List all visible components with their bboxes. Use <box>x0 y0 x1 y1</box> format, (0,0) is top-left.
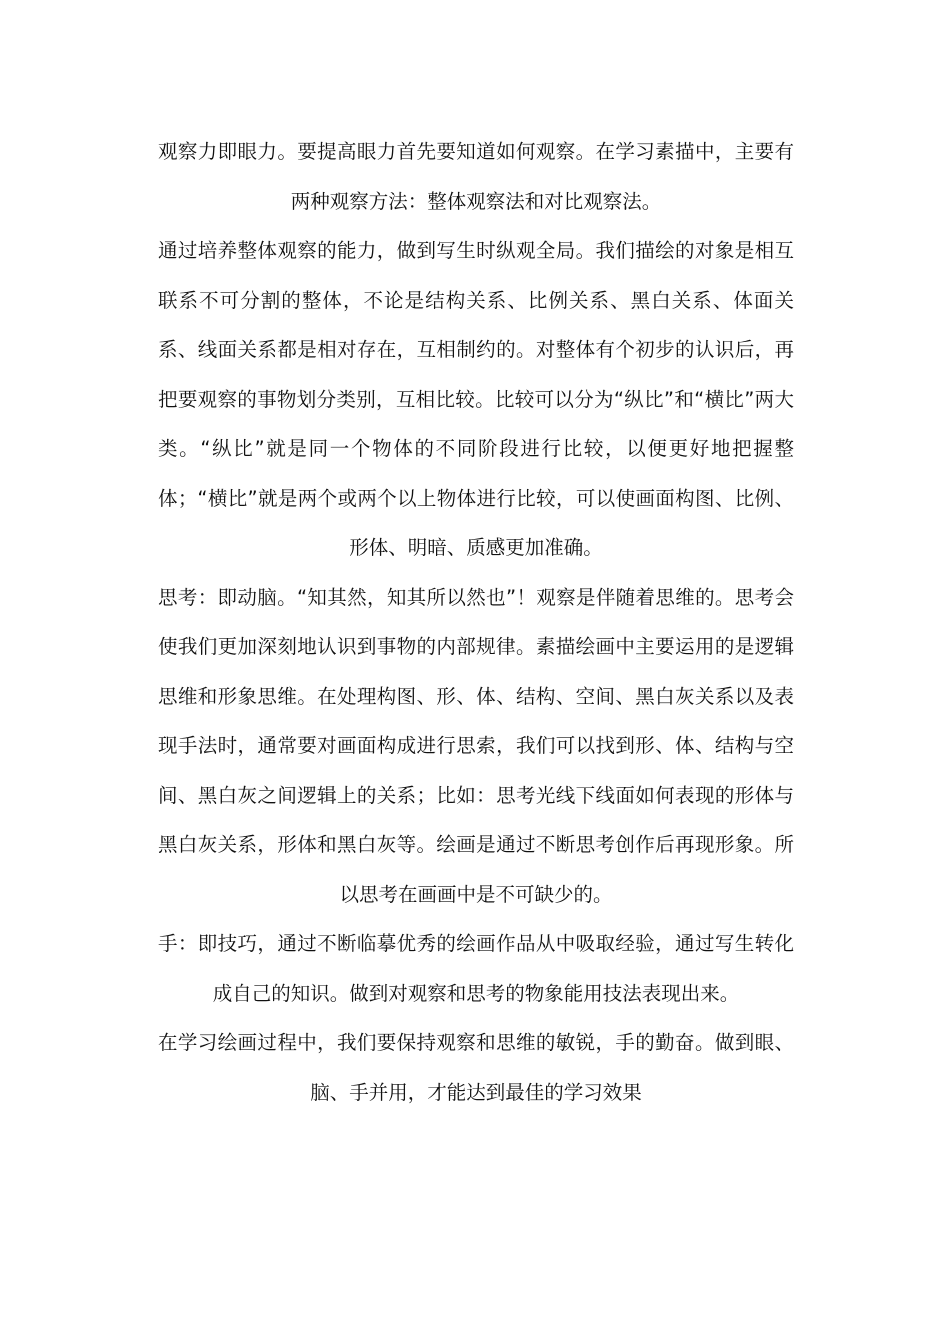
paragraph-observation: 观察力即眼力。要提高眼力首先要知道如何观察。在学习素描中，主要有两种观察方法：整体观察法和对比观察法。 <box>158 140 794 213</box>
paragraph-whole-observation: 通过培养整体观察的能力，做到写生时纵观全局。我们描绘的对象是相互联系不可分割的整体，不论是结构关系、比例关系、黑白关系、体面关系、线面关系都是相对存在，互相制约的。对整体有个初步的认识后，再把要观察的事物划分类别，互相比较。比较可以分为“纵比”和“横比”两大类。“纵比”就是同一个物体的不同阶段进行比较，以便更好地把握整体；“横比”就是两个或两个以上物体进行比较，可以使画面构图、比例、形体、明暗、质感更加准确。 <box>158 239 794 559</box>
paragraph-thinking: 思考：即动脑。“知其然，知其所以然也”！观察是伴随着思维的。思考会使我们更加深刻地认识到事物的内部规律。素描绘画中主要运用的是逻辑思维和形象思维。在处理构图、形、体、结构、空间、黑白灰关系以及表现手法时，通常要对画面构成进行思索，我们可以找到形、体、结构与空间、黑白灰之间逻辑上的关系；比如：思考光线下线面如何表现的形体与黑白灰关系，形体和黑白灰等。绘画是通过不断思考创作后再现形象。所以思考在画画中是不可缺少的。 <box>158 585 794 906</box>
paragraph-hand-skill: 手：即技巧，通过不断临摹优秀的绘画作品从中吸取经验，通过写生转化成自己的知识。做到对观察和思考的物象能用技法表现出来。 <box>158 932 794 1005</box>
document-body <box>158 127 794 1117</box>
paragraph-conclusion: 在学习绘画过程中，我们要保持观察和思维的敏锐，手的勤奋。做到眼、脑、手并用，才能达到最佳的学习效果 <box>158 1031 794 1104</box>
